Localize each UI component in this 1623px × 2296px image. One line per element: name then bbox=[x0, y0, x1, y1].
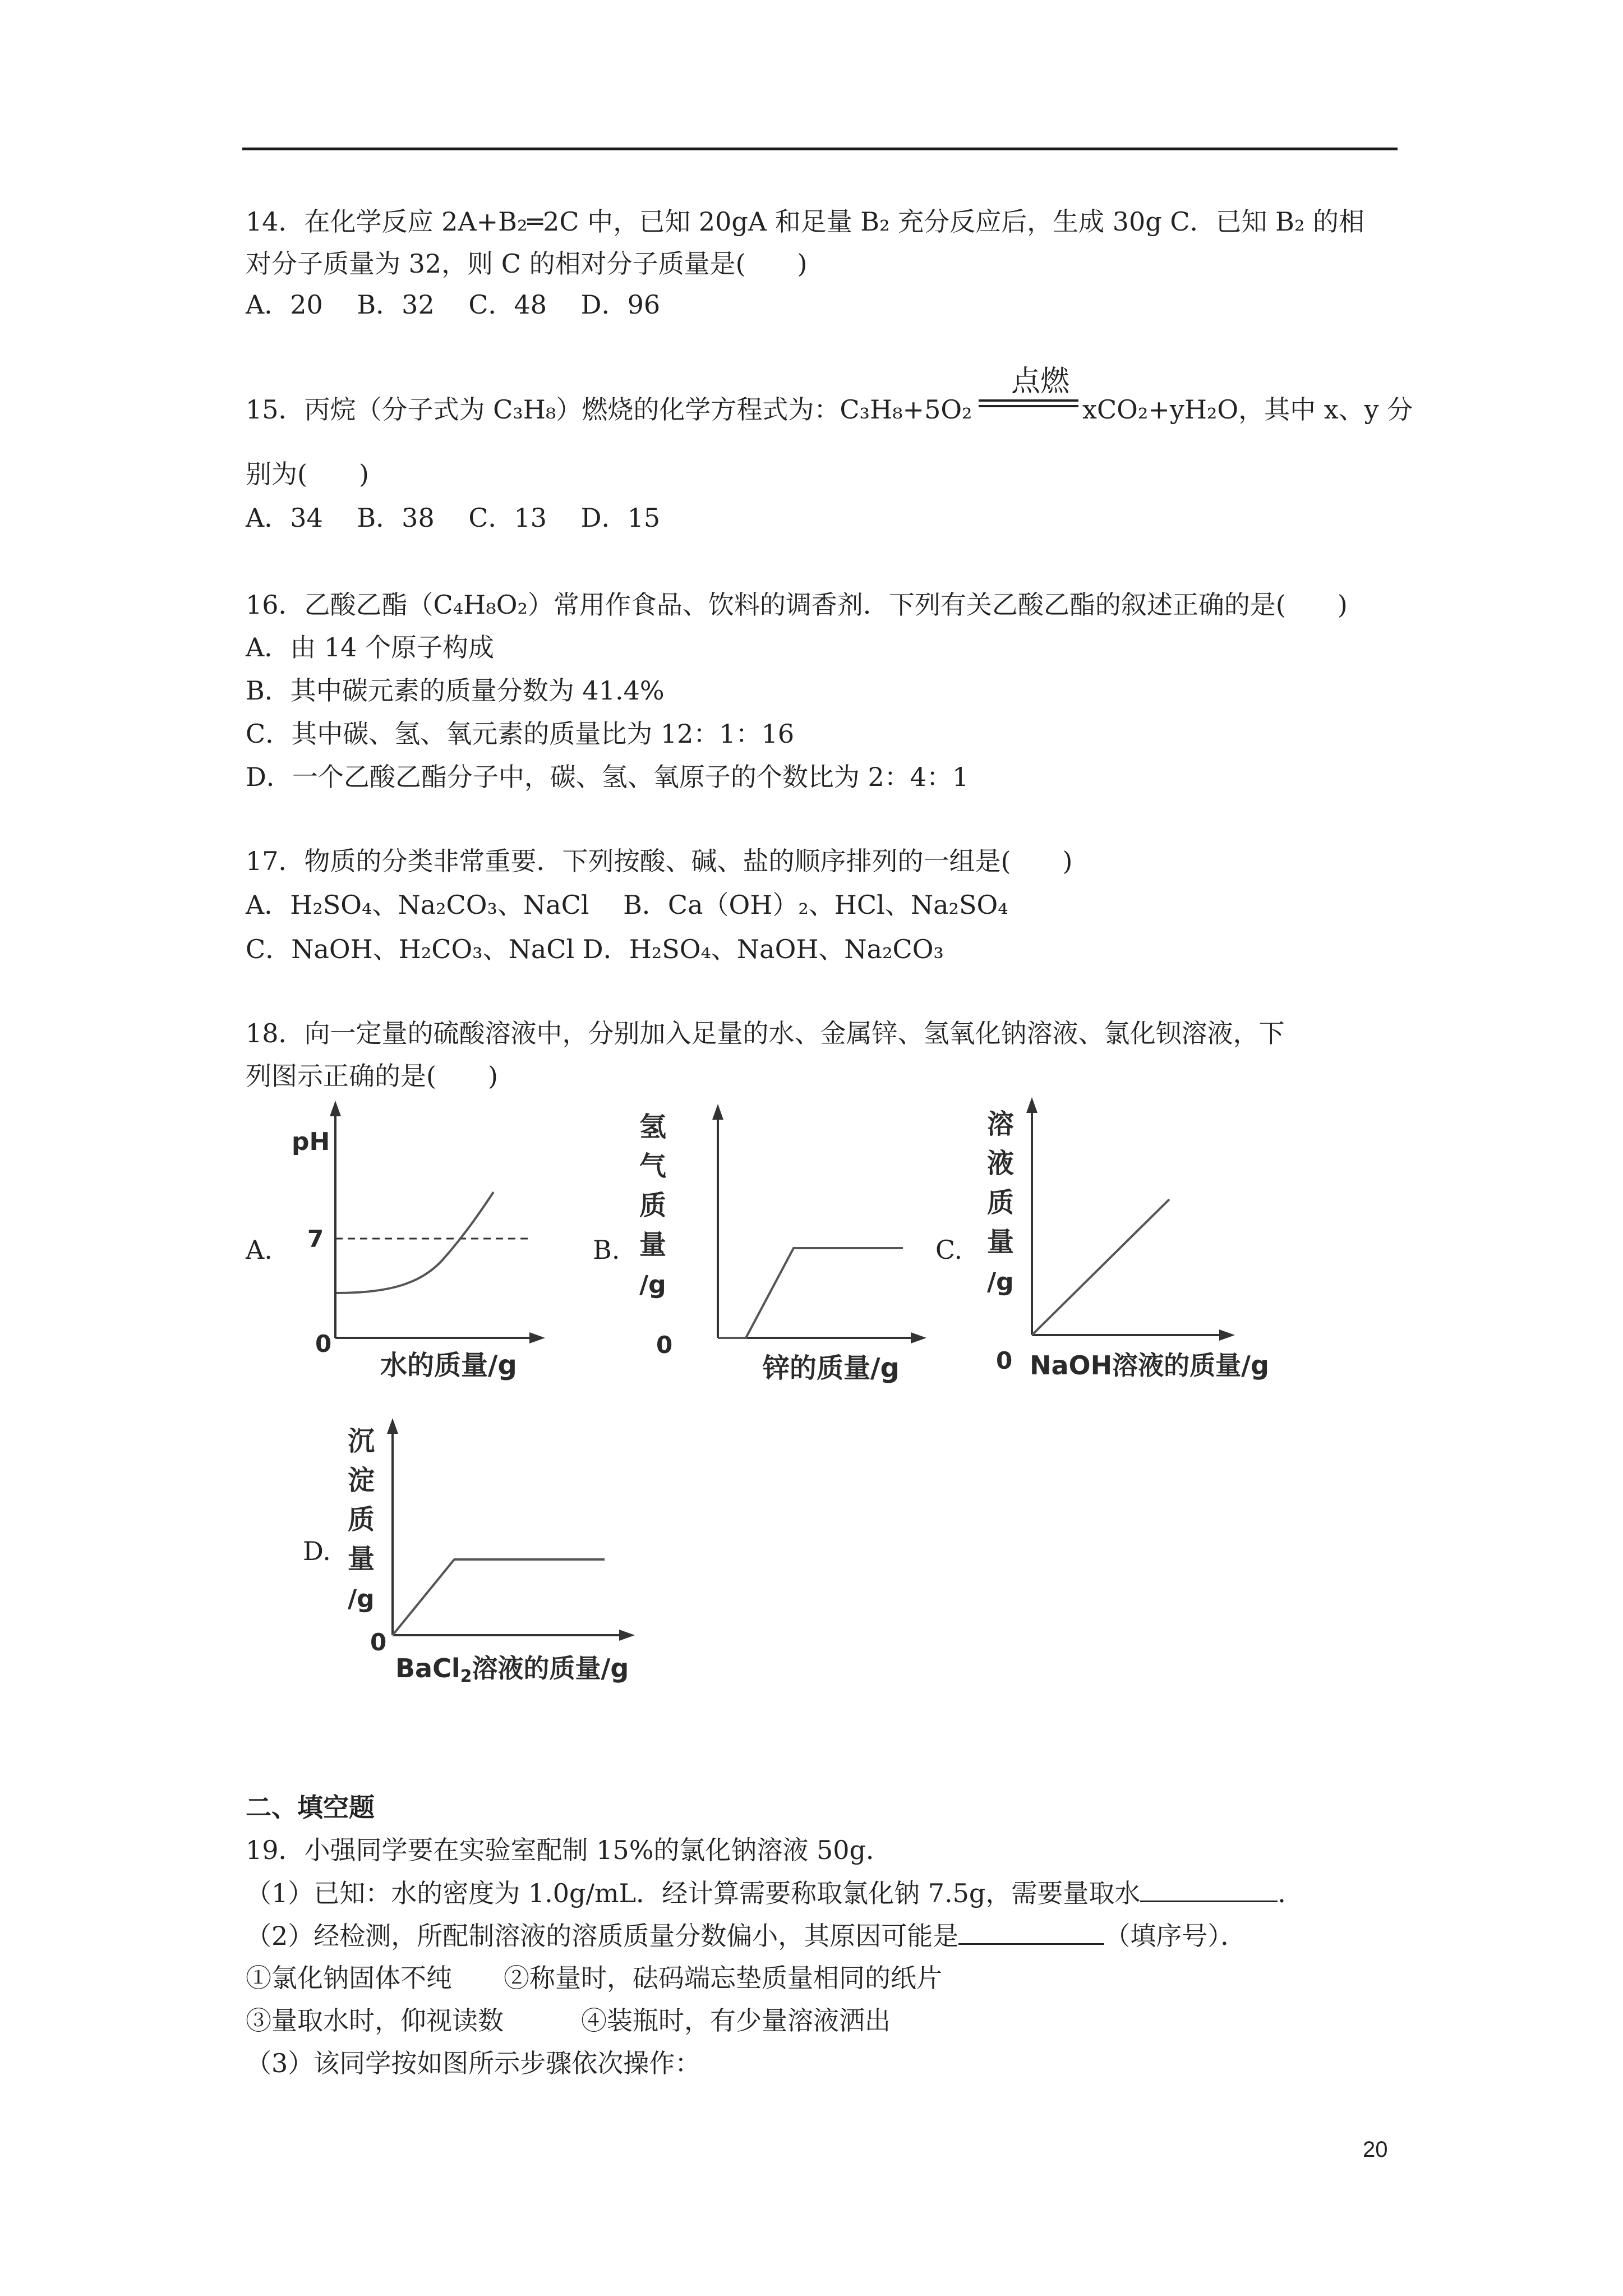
graph-d-svg bbox=[336, 1414, 651, 1694]
graph-b-x-arrow bbox=[911, 1332, 926, 1343]
q14-line2: 对分子质量为 32，则 C 的相对分子质量是( ) bbox=[246, 249, 808, 279]
graph-b-ylabel-4: 量 bbox=[639, 1229, 667, 1260]
q17-options-ab: A．H₂SO₄、Na₂CO₃、NaCl B．Ca（OH）₂、HCl、Na₂SO₄ bbox=[246, 890, 1008, 920]
graph-a-ylabel: pH bbox=[292, 1128, 330, 1156]
graph-d-ylabel-4: 量 bbox=[348, 1543, 375, 1575]
graph-c-y-arrow bbox=[1026, 1097, 1038, 1113]
q18-line2: 列图示正确的是( ) bbox=[246, 1061, 498, 1091]
q16-option-b: B．其中碳元素的质量分数为 41.4% bbox=[246, 675, 665, 706]
q19-stem: 19．小强同学要在实验室配制 15%的氯化钠溶液 50g． bbox=[246, 1835, 892, 1865]
q15-line1-post: xCO₂+yH₂O，其中 x、y 分 bbox=[1082, 394, 1413, 425]
graph-d-x-arrow bbox=[619, 1630, 635, 1641]
graph-a-xlabel: 水的质量/g bbox=[380, 1350, 517, 1381]
graph-c-x-arrow bbox=[1219, 1329, 1235, 1341]
answer-blank-1[interactable] bbox=[1140, 1876, 1278, 1902]
q16-option-d: D．一个乙酸乙酯分子中，碳、氢、氧原子的个数比为 2：4：1 bbox=[246, 762, 969, 792]
graph-a bbox=[280, 1088, 550, 1388]
graph-a-curve bbox=[336, 1192, 494, 1293]
graph-d-y-arrow bbox=[387, 1418, 398, 1434]
graph-c-origin: 0 bbox=[996, 1347, 1013, 1374]
graph-a-origin: 0 bbox=[315, 1330, 332, 1358]
q19-part1-text: （1）已知：水的密度为 1.0g/mL．经计算需要称取氯化钠 7.5g，需要量取水 bbox=[246, 1878, 1141, 1908]
q16-stem: 16．乙酸乙酯（C₄H₈O₂）常用作食品、饮料的调香剂．下列有关乙酸乙酯的叙述正确的是( ) bbox=[246, 590, 1348, 620]
graph-c-line bbox=[1032, 1199, 1169, 1335]
q19-part2-end: （填序号）． bbox=[1104, 1921, 1247, 1951]
graph-b-ylabel-1: 氢 bbox=[639, 1111, 667, 1143]
graph-a-x-arrow bbox=[529, 1332, 545, 1343]
graph-c-xlabel: NaOH溶液的质量/g bbox=[1030, 1350, 1269, 1381]
graph-d-option: D. bbox=[303, 1536, 331, 1566]
graph-c-ylabel-4: 量 bbox=[987, 1226, 1015, 1258]
graph-b-y-arrow bbox=[712, 1104, 723, 1120]
graph-d-origin: 0 bbox=[370, 1628, 387, 1656]
graph-d-ylabel-1: 沉 bbox=[348, 1425, 375, 1457]
q19-choices-34: ③量取水时，仰视读数 ④装瓶时，有少量溶液洒出 bbox=[246, 2005, 891, 2036]
q17-options-cd: C．NaOH、H₂CO₃、NaCl D．H₂SO₄、NaOH、Na₂CO₃ bbox=[246, 934, 944, 964]
q14-options: A．20 B．32 C．48 D．96 bbox=[246, 289, 661, 320]
graph-b-ylabel-3: 质 bbox=[639, 1190, 667, 1221]
q19-part1 bbox=[246, 1876, 1303, 1910]
graph-a-ref-7: 7 bbox=[307, 1225, 324, 1253]
reaction-condition: 点燃 bbox=[1011, 365, 1069, 398]
equation-bar-top bbox=[979, 399, 1078, 402]
graph-c-ylabel-5: /g bbox=[987, 1268, 1014, 1296]
answer-blank-2[interactable] bbox=[958, 1918, 1104, 1945]
graph-d-ylabel-5: /g bbox=[348, 1585, 375, 1613]
graph-d-ylabel-3: 质 bbox=[348, 1504, 375, 1535]
q19-part2 bbox=[246, 1918, 1246, 1953]
q17-stem: 17．物质的分类非常重要．下列按酸、碱、盐的顺序排列的一组是( ) bbox=[246, 846, 1073, 876]
graph-c-svg bbox=[976, 1077, 1324, 1402]
graph-c-option: C. bbox=[935, 1235, 963, 1265]
section-heading: 二、填空题 bbox=[246, 1792, 375, 1823]
graph-a-y-arrow bbox=[330, 1101, 341, 1116]
graph-d-curve bbox=[393, 1559, 605, 1635]
q14-line1: 14．在化学反应 2A+B₂═2C 中，已知 20gA 和足量 B₂ 充分反应后，生成 30g C．已知 B₂ 的相 bbox=[246, 206, 1365, 237]
graph-d-xlabel-pre: BaCl bbox=[395, 1653, 460, 1683]
q15-line2: 别为( ) bbox=[246, 459, 369, 489]
graph-b-option: B. bbox=[593, 1235, 620, 1265]
q15-line1-pre: 15．丙烷（分子式为 C₃H₈）燃烧的化学方程式为：C₃H₈+5O₂ bbox=[246, 394, 972, 425]
header-rule bbox=[242, 148, 1398, 150]
q19-part2-text: （2）经检测，所配制溶液的溶质质量分数偏小，其原因可能是 bbox=[246, 1921, 959, 1951]
graph-c bbox=[976, 1077, 1324, 1405]
q16-option-a: A．由 14 个原子构成 bbox=[246, 632, 494, 662]
graph-b-ylabel-2: 气 bbox=[639, 1151, 667, 1182]
graph-d-ylabel-2: 淀 bbox=[348, 1465, 375, 1496]
q16-option-c: C．其中碳、氢、氧元素的质量比为 12：1：16 bbox=[246, 719, 795, 749]
graph-a-option: A. bbox=[246, 1235, 273, 1265]
graph-c-ylabel-1: 溶 bbox=[987, 1108, 1015, 1140]
q19-part3: （3）该同学按如图所示步骤依次操作： bbox=[246, 2048, 701, 2078]
q19-choices-12: ①氯化钠固体不纯 ②称量时，砝码端忘垫质量相同的纸片 bbox=[246, 1963, 942, 1993]
graph-c-ylabel-3: 质 bbox=[987, 1187, 1015, 1218]
equation-bar-bottom bbox=[979, 405, 1078, 407]
q18-line1: 18．向一定量的硫酸溶液中，分别加入足量的水、金属锌、氢氧化钠溶液、氯化钡溶液，下 bbox=[246, 1018, 1285, 1048]
graph-b-origin: 0 bbox=[656, 1331, 673, 1359]
graph-c-ylabel-2: 液 bbox=[987, 1148, 1015, 1179]
q19-part1-end: ． bbox=[1278, 1878, 1304, 1908]
graph-b-svg bbox=[628, 1083, 942, 1386]
graph-b bbox=[628, 1083, 942, 1388]
graph-d-xlabel-post: 溶液的质量/g bbox=[472, 1653, 629, 1683]
graph-d bbox=[336, 1414, 651, 1696]
graph-d-xlabel-sub: 2 bbox=[460, 1667, 472, 1686]
graph-b-xlabel: 锌的质量/g bbox=[763, 1352, 900, 1384]
q15-options: A．34 B．38 C．13 D．15 bbox=[246, 503, 661, 533]
graph-a-svg bbox=[280, 1088, 550, 1386]
page-number: 20 bbox=[1363, 2137, 1388, 2162]
graph-d-xlabel bbox=[395, 1653, 629, 1686]
graph-b-curve bbox=[718, 1248, 903, 1338]
graph-b-ylabel-5: /g bbox=[639, 1271, 666, 1299]
